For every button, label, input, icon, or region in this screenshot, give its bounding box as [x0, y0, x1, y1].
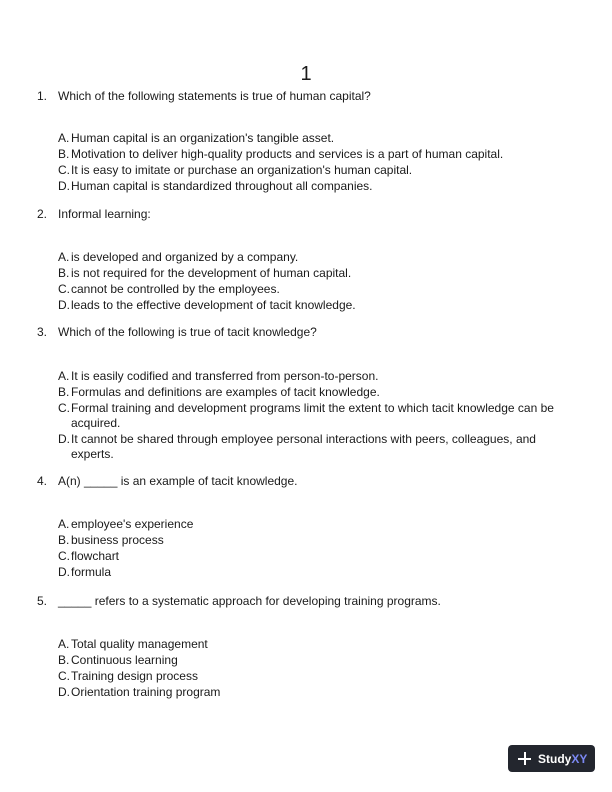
option-letter: D. — [58, 179, 70, 193]
answer-option[interactable] — [58, 369, 558, 384]
option-text: employee's experience — [71, 517, 194, 531]
option-letter: B. — [58, 147, 70, 161]
option-text: It cannot be shared through employee personal interactions with peers, colleagues, and experts. — [71, 432, 536, 461]
answer-option[interactable] — [58, 653, 558, 668]
question-text: _____ refers to a systematic approach for developing training programs. — [58, 594, 441, 608]
question-number: 2. — [37, 207, 48, 221]
question-number: 4. — [37, 474, 48, 488]
option-text: Human capital is standardized throughout all companies. — [71, 179, 373, 193]
option-text: business process — [71, 533, 164, 547]
answer-option[interactable] — [58, 517, 558, 532]
option-text: It is easy to imitate or purchase an organization's human capital. — [71, 163, 413, 177]
option-letter: C. — [58, 549, 70, 563]
option-letter: B. — [58, 533, 70, 547]
answer-option[interactable] — [58, 266, 558, 281]
option-letter: A. — [58, 369, 70, 383]
answer-option[interactable] — [58, 147, 558, 162]
option-letter: A. — [58, 250, 70, 264]
option-text: Continuous learning — [71, 653, 178, 667]
option-text: Total quality management — [71, 637, 208, 651]
plus-icon — [518, 752, 531, 765]
option-letter: B. — [58, 653, 70, 667]
answer-option[interactable] — [58, 298, 558, 313]
question-text: Informal learning: — [58, 207, 151, 221]
option-letter: C. — [58, 282, 70, 296]
answer-options — [58, 517, 558, 581]
option-text: Training design process — [71, 669, 198, 683]
option-text: is developed and organized by a company. — [71, 250, 299, 264]
brand-name — [538, 752, 587, 766]
option-text: It is easily codified and transferred from person-to-person. — [71, 369, 379, 383]
option-letter: C. — [58, 401, 70, 415]
question-text: Which of the following statements is true of human capital? — [58, 89, 371, 103]
answer-option[interactable] — [58, 131, 558, 146]
answer-option[interactable] — [58, 669, 558, 684]
answer-option[interactable] — [58, 179, 558, 194]
option-text: leads to the effective development of tacit knowledge. — [71, 298, 356, 312]
option-letter: D. — [58, 565, 70, 579]
answer-option[interactable] — [58, 432, 558, 462]
answer-options — [58, 250, 558, 314]
answer-options — [58, 369, 558, 463]
question-text: A(n) _____ is an example of tacit knowledge. — [58, 474, 298, 488]
option-letter: B. — [58, 385, 70, 399]
brand-name-main: Study — [538, 751, 572, 766]
answer-option[interactable] — [58, 565, 558, 580]
option-letter: C. — [58, 163, 70, 177]
question-text: Which of the following is true of tacit knowledge? — [58, 325, 317, 339]
answer-option[interactable] — [58, 163, 558, 178]
answer-options — [58, 637, 558, 701]
question-number: 5. — [37, 594, 48, 608]
option-text: formula — [71, 565, 112, 579]
option-letter: A. — [58, 131, 70, 145]
answer-option[interactable] — [58, 401, 558, 431]
option-letter: D. — [58, 685, 70, 699]
answer-option[interactable] — [58, 637, 558, 652]
answer-option[interactable] — [58, 549, 558, 564]
answer-option[interactable] — [58, 385, 558, 400]
option-text: Formulas and definitions are examples of tacit knowledge. — [71, 385, 380, 399]
option-letter: A. — [58, 637, 70, 651]
answer-options — [58, 131, 558, 195]
option-text: flowchart — [71, 549, 120, 563]
option-letter: D. — [58, 298, 70, 312]
studyxy-badge[interactable] — [508, 745, 595, 772]
option-text: Human capital is an organization's tangible asset. — [71, 131, 335, 145]
option-text: cannot be controlled by the employees. — [71, 282, 280, 296]
option-text: Motivation to deliver high-quality products and services is a part of human capital. — [71, 147, 504, 161]
option-letter: A. — [58, 517, 70, 531]
answer-option[interactable] — [58, 685, 558, 700]
option-letter: B. — [58, 266, 70, 280]
option-letter: C. — [58, 669, 70, 683]
question-number: 3. — [37, 325, 48, 339]
page-number: 1 — [300, 63, 312, 85]
answer-option[interactable] — [58, 533, 558, 548]
answer-option[interactable] — [58, 250, 558, 265]
option-text: is not required for the development of human capital. — [71, 266, 352, 280]
answer-option[interactable] — [58, 282, 558, 297]
brand-name-accent: XY — [571, 751, 588, 766]
option-letter: D. — [58, 432, 70, 446]
question-number: 1. — [37, 89, 48, 103]
option-text: Orientation training program — [71, 685, 221, 699]
option-text: Formal training and development programs limit the extent to which tacit knowledge can be acquired. — [71, 401, 554, 430]
